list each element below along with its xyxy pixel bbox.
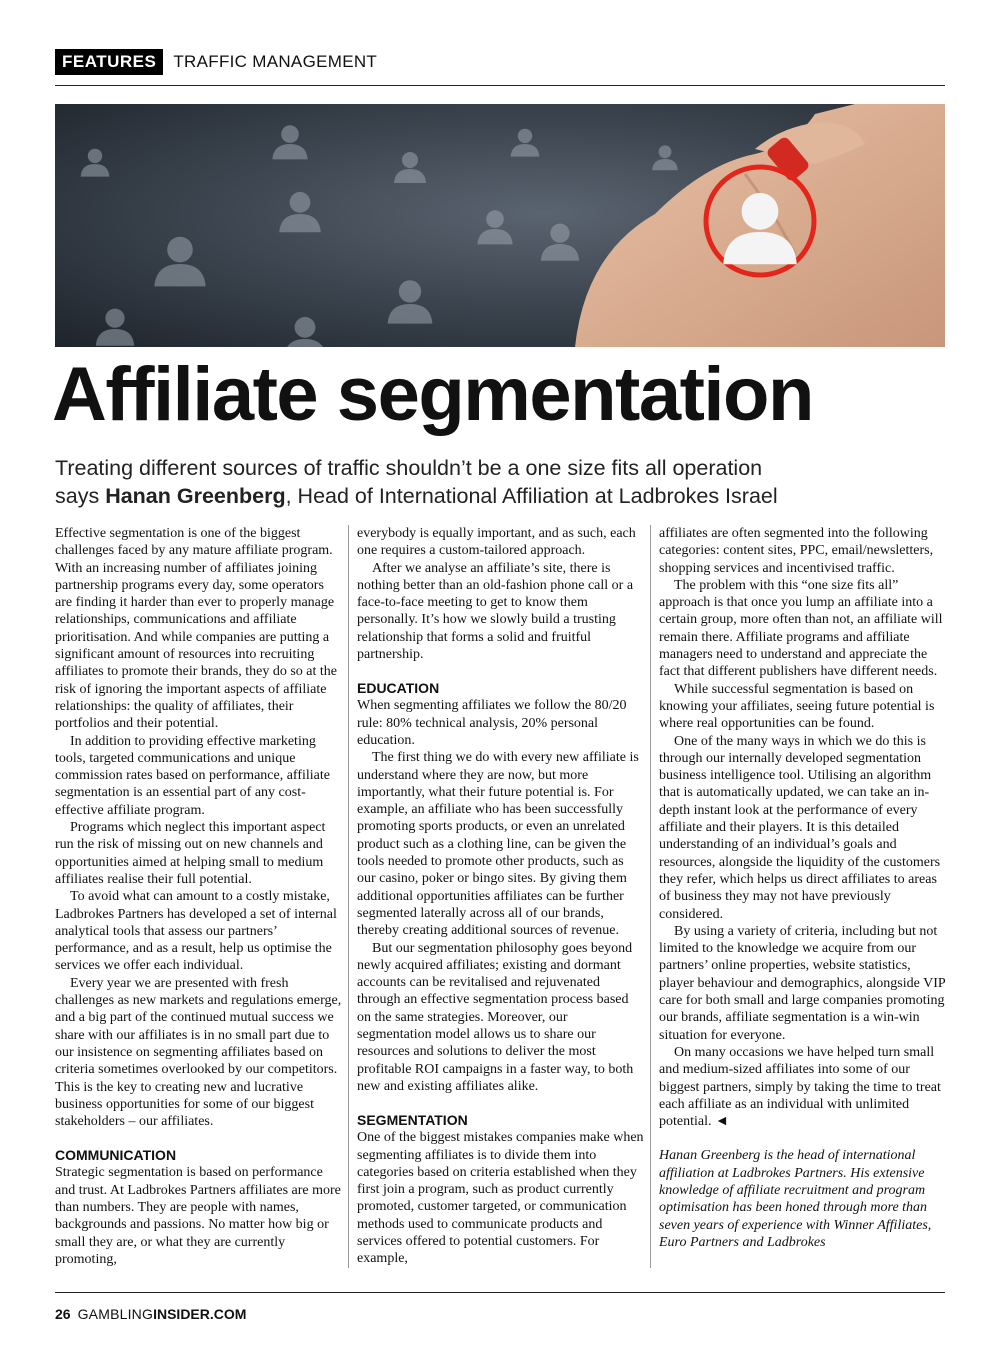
page-number: 26 [55, 1306, 71, 1322]
paragraph: Programs which neglect this important aspect run the risk of missing out on new channels and opportunities aimed at helping small to medium affiliates realise their full potential. [55, 820, 326, 887]
section-header [55, 48, 945, 76]
article-title: Affiliate segmentation [52, 352, 813, 437]
column-divider [650, 525, 651, 1268]
paragraph: Effective segmentation is one of the biggest challenges faced by any mature affiliate program. With an increasing number of affiliates joining partnership programs every day, some operators are finding it harder than ever to properly manage relationships, communications and affiliate prioritisation. And while companies are putting a significant amount of resources into recruiting affiliates to promote their brands, they do so at the risk of ignoring the important aspects of affiliate relationships: the quality of affiliates, their portfolios and their potential. [55, 526, 338, 732]
paragraph: In addition to providing effective marketing tools, targeted communications and unique commission rates based on performance, affiliate segmentation is an essential part of any cost-effective affiliate program. [55, 733, 330, 818]
paragraph: One of the many ways in which we do this is through our internally developed segmentation business intelligence tool. Utilising an algorithm that is automatically updated, we can take an in-depth instant look at the performance of every affiliate and their players. It is this detailed understanding of an individual’s goals and resources, alongside the liquidity of the customers they refer, which helps us direct affiliates to areas of business they may not have previously considered. [659, 733, 941, 922]
standfirst-suffix: , Head of International Affiliation at Ladbrokes Israel [285, 484, 778, 508]
paragraph: One of the biggest mistakes companies make when segmenting affiliates is to divide them into categories based on criteria established when they first join a program, such as product currently promoted, customer targeted, or communication methods used to communicate products and services offered to potential customers. For example, [357, 1130, 644, 1267]
paragraph: Strategic segmentation is based on performance and trust. At Ladbrokes Partners affiliates are more than numbers. They are people with names, backgrounds and passions. No matter how big or small they are, or what they are currently promoting, [55, 1165, 341, 1267]
subheading-communication: COMMUNICATION [55, 1147, 177, 1164]
standfirst-prefix: says [55, 484, 106, 508]
author-bio: Hanan Greenberg is the head of international affiliation at Ladbrokes Partners. His extensive knowledge of affiliate recruitment and program optimisation has been honed through more than seven years of experience with Winner Affiliates, Euro Partners and Ladbrokes [659, 1148, 932, 1250]
paragraph: When segmenting affiliates we follow the 80/20 rule: 80% technical analysis, 20% personal education. [357, 698, 627, 748]
section-tag: FEATURES [55, 49, 163, 75]
standfirst-line-1: Treating different sources of traffic shouldn’t be a one size fits all operation [55, 456, 763, 480]
paragraph: On many occasions we have helped turn small and medium-sized affiliates into some of our biggest partners, simply by taking the time to treat each affiliate as an individual with unlimited potential. ◄ [659, 1044, 941, 1130]
page-footer [55, 1306, 246, 1322]
subheading-segmentation: SEGMENTATION [357, 1112, 468, 1129]
paragraph: The first thing we do with every new affiliate is understand where they are now, but more importantly, what their future potential is. For example, an affiliate who has been successfully promoting sports products, or even an unrelated product such as a clothing line, can be given the tools needed to promote other products, such as our casino, poker or bingo sites. By giving them additional opportunities affiliates can be further segmented laterally across all of our brands, thereby creating additional sources of revenue. [357, 750, 639, 939]
subheading-education: EDUCATION [357, 680, 440, 697]
site-brand[interactable] [78, 1306, 247, 1322]
paragraph: To avoid what can amount to a costly mistake, Ladbrokes Partners has developed a set of internal analytical tools that assess our partners’ performance, and as a result, help us optimise the services we offer each individual. [55, 889, 337, 974]
paragraph: But our segmentation philosophy goes beyond newly acquired affiliates; existing and dormant accounts can be revitalised and rejuvenated through an effective segmentation process based on the same strategies. Moreover, our segmentation model allows us to share our resources and solutions to deliver the most profitable ROI campaigns in a faster way, to both new and existing affiliates alike. [357, 940, 634, 1094]
footer-rule [55, 1292, 945, 1293]
paragraph: The problem with this “one size fits all” approach is that once you lump an affiliate into a certain group, more often than not, an affiliate will remain there. Affiliate programs and affiliate managers need to understand and appreciate the fact that different publishers have different needs. [659, 577, 943, 680]
column-3 [659, 525, 947, 1251]
brand-light: GAMBLING [77, 1306, 154, 1322]
header-rule [55, 85, 945, 86]
paragraph: After we analyse an affiliate’s site, there is nothing better than an old-fashion phone call or a face-to-face meeting to get to know them personally. It’s how we slowly build a trusting relationship that forms a solid and fruitful partnership. [357, 560, 634, 663]
paragraph: Every year we are presented with fresh challenges as new markets and regulations emerge, and a big part of the continued mutual success we share with our affiliates is in no small part due to our insistence on segmenting affiliates based on criteria sometimes overlooked by our competitors. This is the key to creating new and lucrative business opportunities for some of our biggest stakeholders – our affiliates. [55, 975, 342, 1130]
paragraph: While successful segmentation is based on knowing your affiliates, seeing future potential is where real opportunities can be found. [659, 681, 935, 732]
section-name: TRAFFIC MANAGEMENT [173, 52, 378, 71]
paragraph: affiliates are often segmented into the following categories: content sites, PPC, email/newsletters, shopping services and incentivised traffic. [659, 526, 934, 576]
column-1 [55, 525, 343, 1268]
paragraph: everybody is equally important, and as such, each one requires a custom-tailored approach. [357, 526, 636, 559]
paragraph: By using a variety of criteria, including but not limited to the knowledge we acquire from our partners’ online properties, website statistics, player behaviour and demographics, alongside VIP care for both small and large companies promoting our brands, affiliate segmentation is a win-win situation for everyone. [659, 923, 946, 1043]
hero-image [55, 104, 945, 347]
brand-bold: INSIDER.COM [153, 1306, 247, 1322]
column-divider [348, 525, 349, 1268]
standfirst [55, 454, 955, 510]
author-name: Hanan Greenberg [105, 484, 286, 508]
column-2 [357, 525, 645, 1268]
